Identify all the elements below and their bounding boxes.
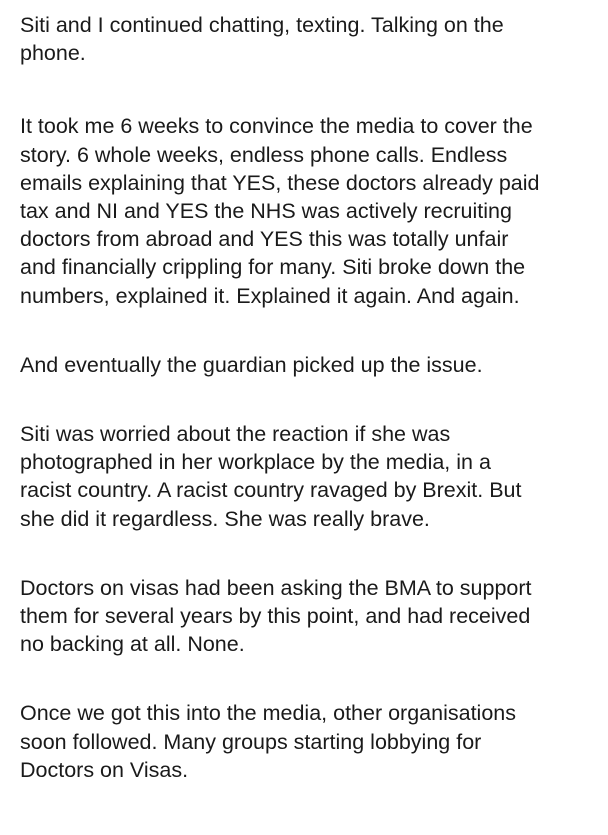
paragraph-siti-worried: Siti was worried about the reaction if she was photographed in her workplace by the media, in a racist country. A racist country ravaged by Brexit. But she did it regardless. She was really brave. (20, 422, 522, 531)
paragraph-bma: Doctors on visas had been asking the BMA to support them for several years by this point, and had received no backing at all. None. (20, 575, 532, 657)
paragraph-other-organisations: Once we got this into the media, other organisations soon followed. Many groups starting lobbying for Doctors on Visas. (20, 701, 516, 782)
paragraph-guardian: And eventually the guardian picked up the issue. (20, 352, 483, 377)
paragraph-chatting: Siti and I continued chatting, texting. Talking on the phone. (20, 13, 504, 66)
paragraph-media-convincing: It took me 6 weeks to convince the media to cover the story. 6 whole weeks, endless phone calls. Endless emails explaining that YES, these doctors already paid tax and NI and YES the NHS was actively recruiting doctors from abroad and YES this was totally unfair and financially crippling for many. Siti broke down the numbers, explained it. Explained it again. And again. (20, 114, 540, 308)
document-body (20, 11, 600, 784)
